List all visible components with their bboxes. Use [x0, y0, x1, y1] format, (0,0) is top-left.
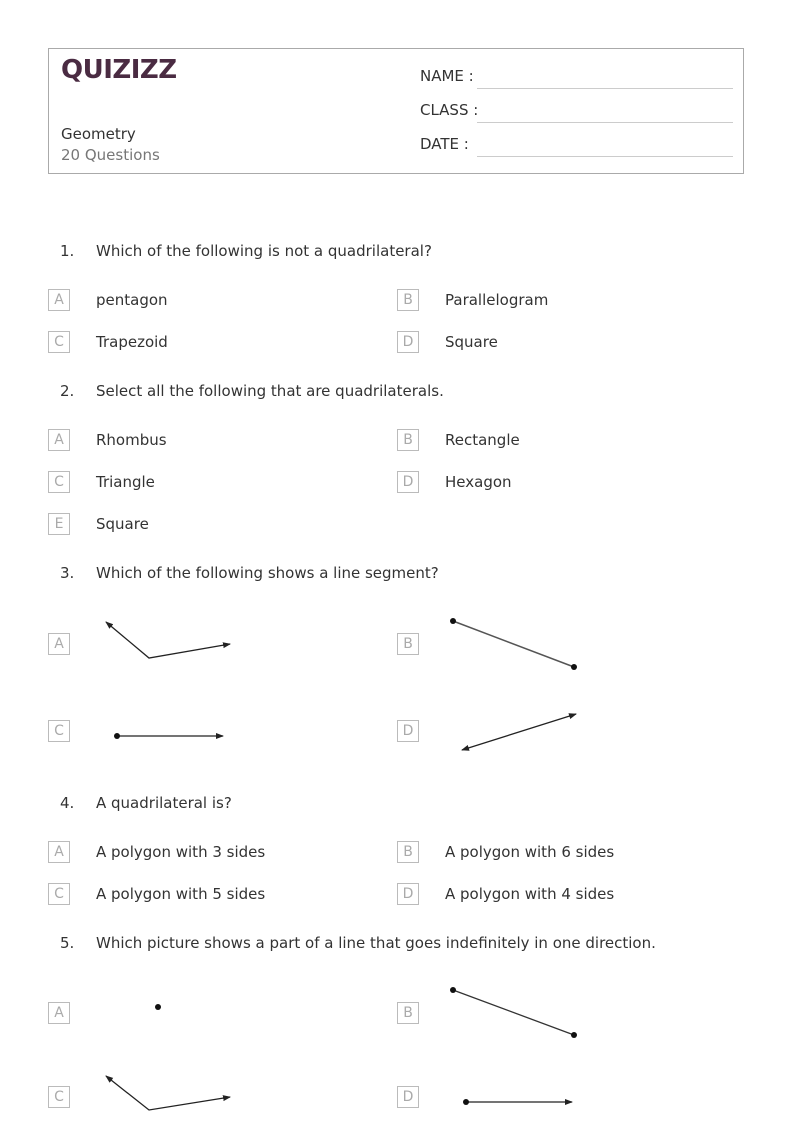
worksheet-header — [48, 48, 744, 174]
option-box-b[interactable]: B — [397, 289, 419, 311]
question-number: 3. — [60, 564, 75, 582]
name-field[interactable] — [420, 67, 733, 89]
worksheet-title: Geometry — [61, 125, 136, 143]
option-text: Parallelogram — [445, 291, 549, 309]
class-line[interactable] — [477, 122, 733, 123]
option-box-d[interactable]: D — [397, 331, 419, 353]
option-box-d[interactable]: D — [397, 471, 419, 493]
question-count: 20 Questions — [61, 146, 160, 164]
question-text: Which of the following shows a line segment? — [96, 564, 439, 582]
question-number: 5. — [60, 934, 75, 952]
question-number: 1. — [60, 242, 75, 260]
line-figure — [452, 702, 592, 762]
option-box-a[interactable]: A — [48, 429, 70, 451]
option-text: Rectangle — [445, 431, 520, 449]
question-text: Select all the following that are quadrilaterals. — [96, 382, 444, 400]
option-box-e[interactable]: E — [48, 513, 70, 535]
option-box-a[interactable]: A — [48, 1002, 70, 1024]
option-box-b[interactable]: B — [397, 1002, 419, 1024]
option-box-a[interactable]: A — [48, 289, 70, 311]
date-label: DATE : — [420, 135, 469, 153]
question-text: Which of the following is not a quadrilateral? — [96, 242, 432, 260]
date-field[interactable] — [420, 135, 733, 157]
quizizz-logo: QUIZIZZ — [61, 55, 177, 85]
point-figure — [148, 997, 168, 1017]
option-box-d[interactable]: D — [397, 1086, 419, 1108]
option-text: A polygon with 6 sides — [445, 843, 615, 861]
angle-figure — [96, 612, 246, 672]
option-box-c[interactable]: C — [48, 331, 70, 353]
line-segment-figure — [440, 610, 590, 680]
option-text: Triangle — [96, 473, 155, 491]
question-text: Which picture shows a part of a line that goes indefinitely in one direction. — [96, 934, 656, 952]
class-label: CLASS : — [420, 101, 479, 119]
ray-figure — [455, 1088, 585, 1116]
option-box-a[interactable]: A — [48, 841, 70, 863]
option-text: Square — [445, 333, 498, 351]
line-segment-figure — [440, 978, 590, 1048]
option-text: A polygon with 3 sides — [96, 843, 266, 861]
option-box-b[interactable]: B — [397, 429, 419, 451]
option-box-b[interactable]: B — [397, 841, 419, 863]
question-number: 2. — [60, 382, 75, 400]
option-text: Rhombus — [96, 431, 167, 449]
option-text: A polygon with 4 sides — [445, 885, 615, 903]
option-text: Square — [96, 515, 149, 533]
option-box-d[interactable]: D — [397, 883, 419, 905]
name-label: NAME : — [420, 67, 474, 85]
option-box-a[interactable]: A — [48, 633, 70, 655]
question-text: A quadrilateral is? — [96, 794, 232, 812]
option-text: pentagon — [96, 291, 168, 309]
class-field[interactable] — [420, 101, 733, 123]
option-box-b[interactable]: B — [397, 633, 419, 655]
option-box-c[interactable]: C — [48, 471, 70, 493]
option-box-d[interactable]: D — [397, 720, 419, 742]
date-line[interactable] — [477, 156, 733, 157]
angle-figure — [96, 1066, 246, 1123]
option-text: Hexagon — [445, 473, 512, 491]
ray-figure — [106, 722, 236, 752]
option-box-c[interactable]: C — [48, 883, 70, 905]
option-text: A polygon with 5 sides — [96, 885, 266, 903]
question-number: 4. — [60, 794, 75, 812]
option-box-c[interactable]: C — [48, 720, 70, 742]
name-line[interactable] — [477, 88, 733, 89]
option-box-c[interactable]: C — [48, 1086, 70, 1108]
option-text: Trapezoid — [96, 333, 168, 351]
